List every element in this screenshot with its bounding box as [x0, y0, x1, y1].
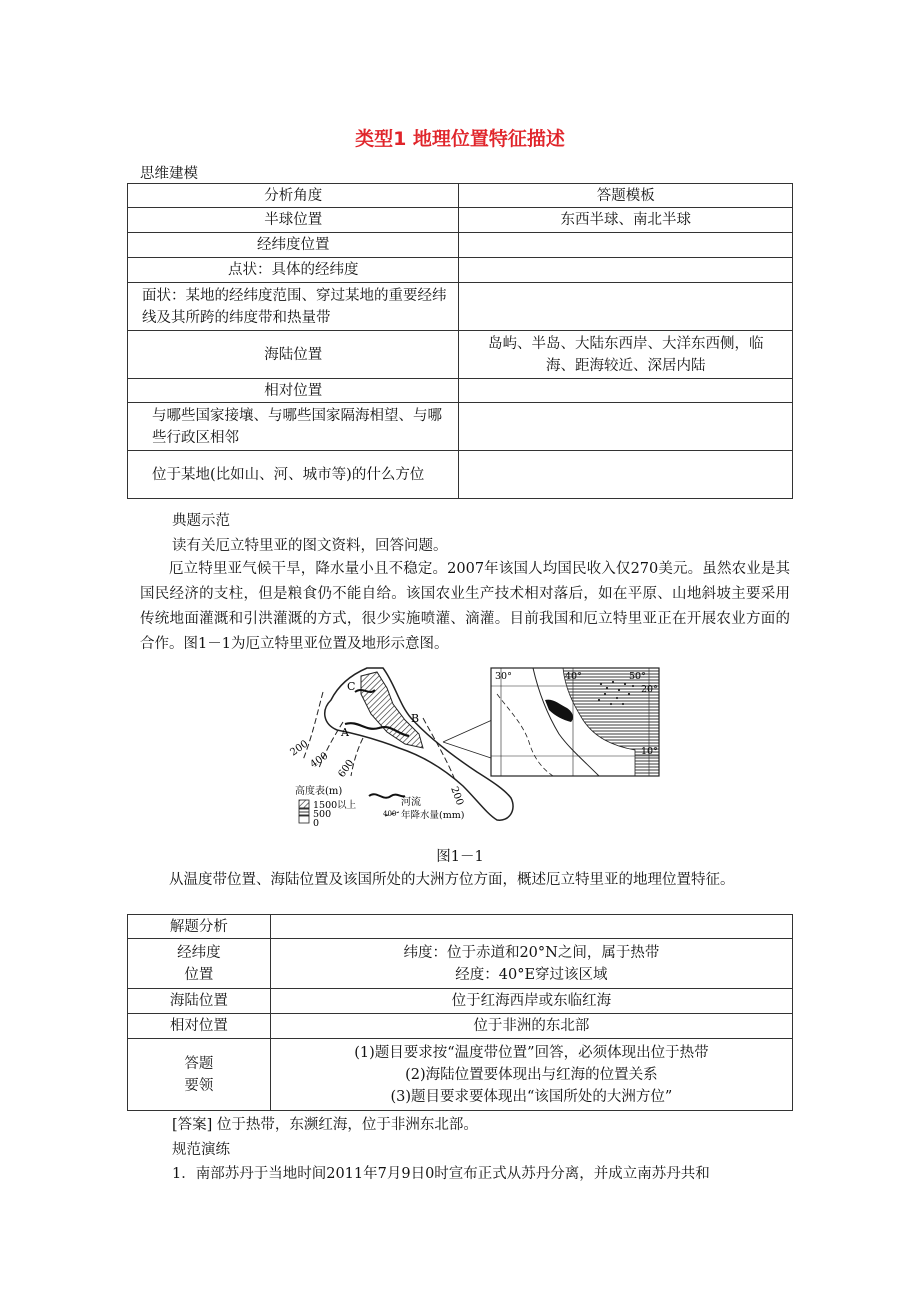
- table-cell: [459, 258, 793, 283]
- legend-swatch-low: [299, 816, 309, 823]
- table-cell: 位于红海西岸或东临红海: [270, 989, 792, 1014]
- table-row: [128, 915, 793, 939]
- table-row: [128, 379, 793, 403]
- point-label-a: A: [341, 726, 349, 739]
- table-cell: 海陆位置: [128, 331, 459, 379]
- isohyet-label: 200: [448, 785, 466, 807]
- row-label: 要领: [184, 1077, 214, 1094]
- legend-rain-label: 年降水量(mm): [401, 810, 465, 821]
- table-cell: [270, 915, 792, 939]
- table-cell: 相对位置: [128, 1014, 271, 1039]
- legend-rain-value: 400: [383, 810, 397, 818]
- inset-lat-label: 10°: [641, 746, 658, 757]
- table-row: [128, 1039, 793, 1111]
- table-row: [128, 283, 793, 331]
- table-header-cell: 分析角度: [128, 184, 459, 208]
- table-row: [128, 258, 793, 283]
- latitude-text: 纬度：位于赤道和20°N之间，属于热带: [403, 944, 660, 961]
- point-label-b: B: [411, 712, 420, 725]
- table-cell: [128, 1039, 271, 1111]
- table-cell: [459, 283, 793, 331]
- table-cell: 点状：具体的经纬度: [128, 258, 459, 283]
- table-cell: 东西半球、南北半球: [459, 208, 793, 233]
- row-label: 答题: [184, 1055, 214, 1072]
- isohyet-label: 200: [288, 738, 311, 759]
- inset-lon-label: 50°: [629, 671, 646, 682]
- inset-lat-label: 20°: [641, 684, 658, 695]
- table-cell: 相对位置: [128, 379, 459, 403]
- row-label: 位置: [184, 966, 214, 983]
- isohyet-label: 400: [308, 750, 331, 771]
- table-cell: 经纬度位置: [128, 233, 459, 258]
- table-cell: [459, 379, 793, 403]
- table-row: [128, 451, 793, 499]
- legend-label-0: 0: [313, 818, 320, 829]
- table-cell: 位于非洲的东北部: [270, 1014, 792, 1039]
- page-title: 类型1 地理位置特征描述: [355, 128, 565, 150]
- legend-label-1500: 1500以上: [313, 800, 357, 811]
- table-cell: [459, 233, 793, 258]
- eritrea-map-figure: [283, 664, 663, 832]
- key-point: (2)海陆位置要体现出与红海的位置关系: [405, 1066, 658, 1083]
- key-point: (3)题目要求要体现出“该国所处的大洲方位”: [390, 1088, 673, 1105]
- section-label-practice: 规范演练: [172, 1142, 230, 1158]
- figure-caption: 图1－1: [436, 849, 484, 865]
- table-row: [128, 403, 793, 451]
- key-point: (1)题目要求按“温度带位置”回答，必须体现出位于热带: [354, 1044, 709, 1061]
- legend-label-500: 500: [313, 809, 332, 820]
- inset-lon-label: 30°: [495, 671, 512, 682]
- intro-text: 读有关厄立特里亚的图文资料，回答问题。: [172, 538, 448, 554]
- point-label-c: C: [347, 680, 356, 693]
- table-row: [128, 939, 793, 989]
- example-paragraph: 厄立特里亚气候干旱，降水量小且不稳定。2007年该国人均国民收入仅270美元。虽然农业是其国民经济的支柱，但是粮食仍不能自给。该国农业生产技术相对落后，如在平原、山地斜坡主要采用传统地面灌溉和引洪灌溉的方式，很少实施喷灌、滴灌。目前我国和厄立特里亚正在开展农业方面的合作。图1－1为厄立特里亚位置及地形示意图。: [140, 561, 790, 652]
- table-row: [128, 233, 793, 258]
- table-header-cell: 答题模板: [459, 184, 793, 208]
- legend-swatch-mid: [299, 808, 309, 816]
- legend-title: 高度表(m): [295, 786, 343, 797]
- table-row: [128, 1014, 793, 1039]
- table-cell: [128, 939, 271, 989]
- row-label: 经纬度: [177, 944, 221, 961]
- table-cell: [459, 403, 793, 451]
- section-label-example: 典题示范: [172, 513, 230, 529]
- table-cell: 岛屿、半岛、大陆东西岸、大洋东西侧，临海、距海较近、深居内陆: [459, 331, 793, 379]
- isohyet-label: 600: [336, 757, 357, 780]
- inset-lon-label: 40°: [565, 671, 582, 682]
- table-cell: 半球位置: [128, 208, 459, 233]
- table-cell: [459, 451, 793, 499]
- table-row: [128, 208, 793, 233]
- legend-river-label: 河流: [401, 797, 421, 808]
- table-header-row: [128, 184, 793, 208]
- section-label-modeling: 思维建模: [140, 166, 198, 182]
- table-header-cell: 解题分析: [128, 915, 271, 939]
- legend-river-icon: [369, 794, 405, 797]
- analysis-table: [127, 914, 793, 1111]
- table-cell: [270, 939, 792, 989]
- table-cell: 与哪些国家接壤、与哪些国家隔海相望、与哪些行政区相邻: [128, 403, 459, 451]
- table-cell: 海陆位置: [128, 989, 271, 1014]
- table-row: [128, 331, 793, 379]
- table-cell: 面状：某地的经纬度范围、穿过某地的重要经纬线及其所跨的纬度带和热量带: [128, 283, 459, 331]
- table-cell: 位于某地(比如山、河、城市等)的什么方位: [128, 451, 459, 499]
- question-text: 从温度带位置、海陆位置及该国所处的大洲方位方面，概述厄立特里亚的地理位置特征。: [169, 872, 735, 888]
- table-cell: [270, 1039, 792, 1111]
- longitude-text: 经度：40°E穿过该区域: [455, 966, 608, 983]
- isohyet-600: [351, 738, 363, 776]
- legend-swatch-high: [299, 800, 309, 808]
- thinking-model-table: [127, 183, 793, 499]
- table-row: [128, 989, 793, 1014]
- answer-text: [答案] 位于热带，东濒红海，位于非洲东北部。: [172, 1117, 478, 1133]
- exercise-1-text: 1．南部苏丹于当地时间2011年7月9日0时宣布正式从苏丹分离，并成立南苏丹共和: [172, 1166, 710, 1182]
